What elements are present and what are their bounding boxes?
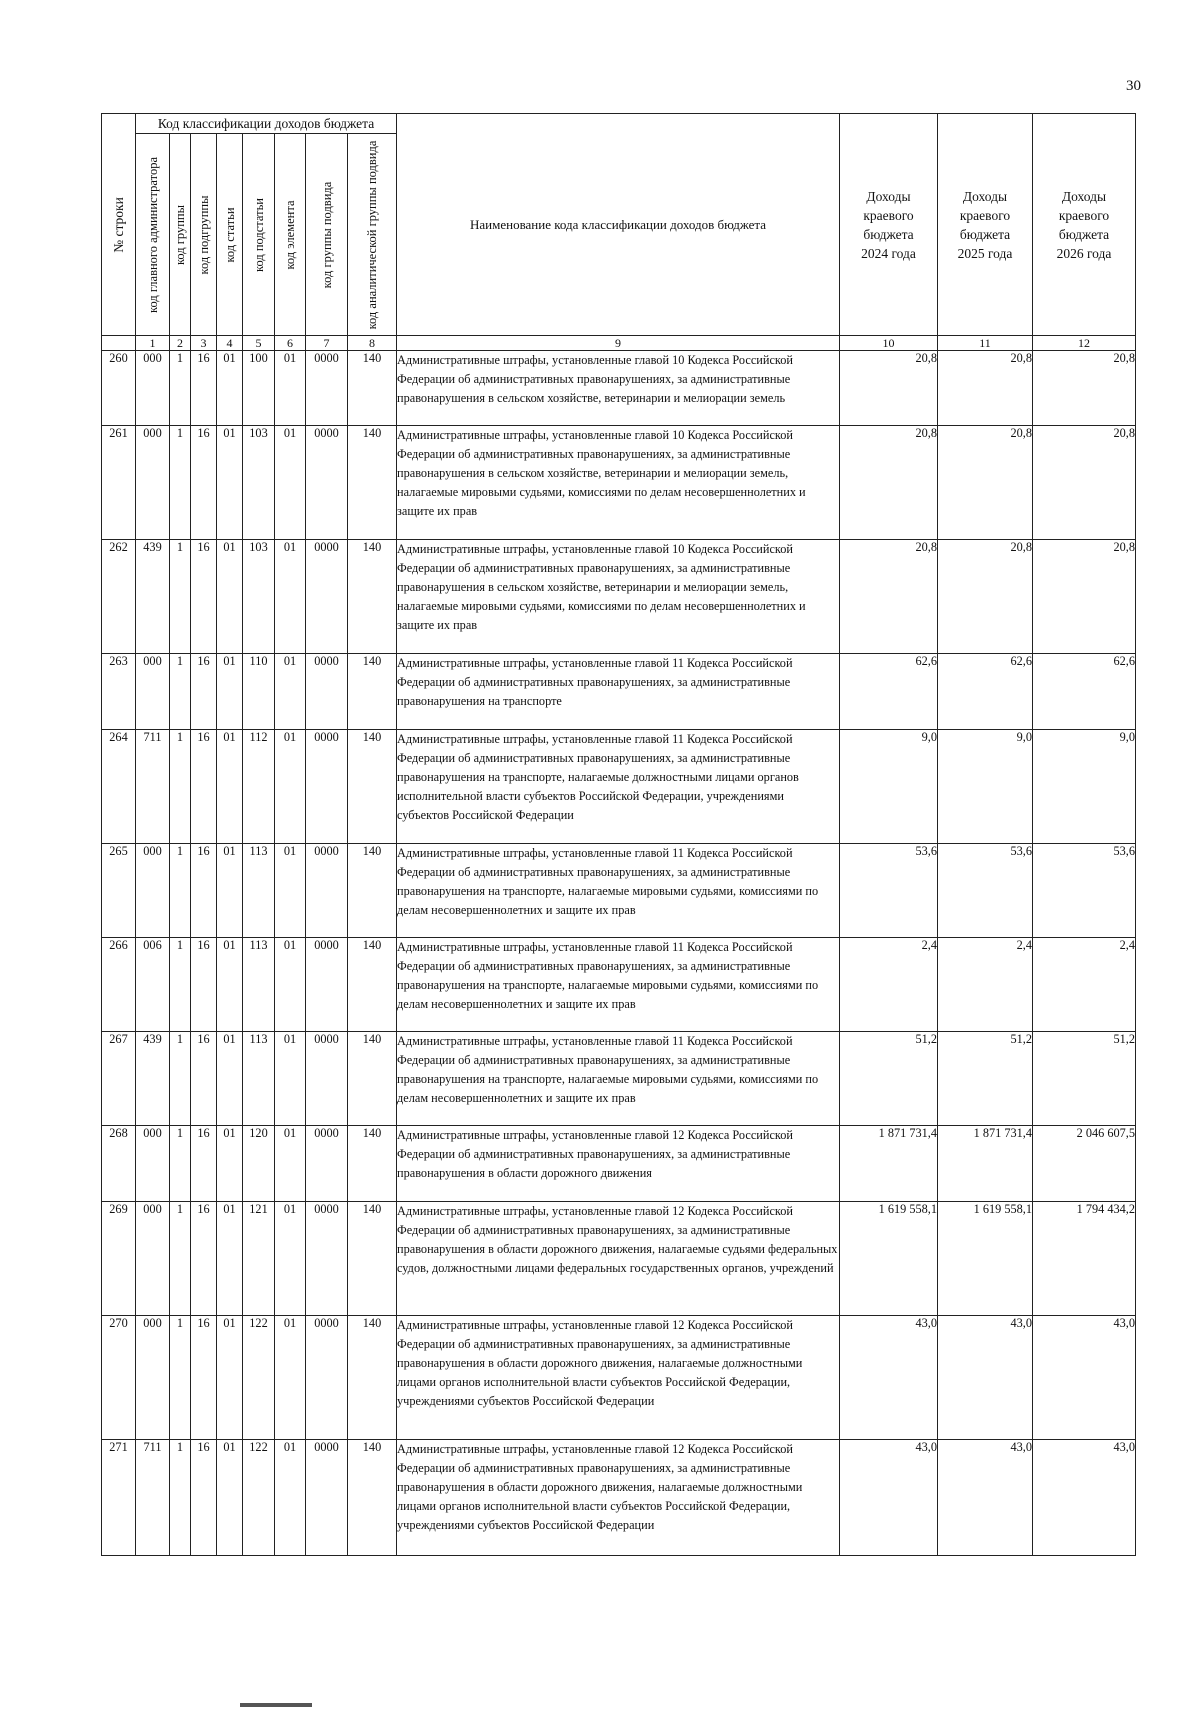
group-code-cell: 1 xyxy=(170,540,191,654)
admin-code-cell: 000 xyxy=(136,1202,170,1316)
group-code-cell: 1 xyxy=(170,730,191,844)
row-number-cell: 264 xyxy=(102,730,136,844)
analytic-code-cell: 140 xyxy=(348,1202,397,1316)
income-name-cell: Административные штрафы, установленные главой 10 Кодекса Российской Федерации об административных правонарушениях, за административные правонарушения в сельском хозяйстве, ветеринарии и мелиорации земель xyxy=(397,351,840,426)
analytic-code-cell: 140 xyxy=(348,730,397,844)
row-number-cell: 269 xyxy=(102,1202,136,1316)
table-row xyxy=(102,1440,1136,1556)
subgroup-code-cell: 16 xyxy=(191,844,217,938)
column-number: 7 xyxy=(306,336,348,351)
analytic-code-cell: 140 xyxy=(348,351,397,426)
table-row xyxy=(102,654,1136,730)
admin-code-cell: 439 xyxy=(136,1032,170,1126)
income-2024-cell: 9,0 xyxy=(840,730,938,844)
group-code-cell: 1 xyxy=(170,1440,191,1556)
income-2026-cell: 53,6 xyxy=(1033,844,1136,938)
article-code-cell: 01 xyxy=(217,844,243,938)
income-2025-cell: 20,8 xyxy=(938,540,1033,654)
element-code-cell: 01 xyxy=(275,426,306,540)
income-2025-cell: 43,0 xyxy=(938,1440,1033,1556)
group-code-header: код группы xyxy=(170,134,191,336)
article-code-cell: 01 xyxy=(217,1440,243,1556)
element-code-cell: 01 xyxy=(275,1440,306,1556)
analytic-code-cell: 140 xyxy=(348,1126,397,1202)
substat-code-cell: 120 xyxy=(243,1126,275,1202)
column-number: 3 xyxy=(191,336,217,351)
subgroup-code-cell: 16 xyxy=(191,1032,217,1126)
admin-code-cell: 006 xyxy=(136,938,170,1032)
analytic-code-cell: 140 xyxy=(348,1032,397,1126)
element-code-cell: 01 xyxy=(275,730,306,844)
income-2024-cell: 2,4 xyxy=(840,938,938,1032)
element-code-cell: 01 xyxy=(275,1316,306,1440)
row-number-cell: 260 xyxy=(102,351,136,426)
subgroup-code-cell: 16 xyxy=(191,1316,217,1440)
substat-code-cell: 103 xyxy=(243,426,275,540)
income-name-cell: Административные штрафы, установленные главой 12 Кодекса Российской Федерации об административных правонарушениях, за административные правонарушения в области дорожного движения, налагаемые должностными лицами органов исполнительной власти субъектов Российской Федерации, учреждениями субъектов Российской Федерации xyxy=(397,1440,840,1556)
subgroup-code-cell: 16 xyxy=(191,1440,217,1556)
analytic-code-header: код аналитической группы подвида xyxy=(348,134,397,336)
income-2026-cell: 2 046 607,5 xyxy=(1033,1126,1136,1202)
article-code-cell: 01 xyxy=(217,938,243,1032)
column-number xyxy=(102,336,136,351)
subtype-group-code-cell: 0000 xyxy=(306,654,348,730)
income-2026-cell: 20,8 xyxy=(1033,351,1136,426)
row-number-cell: 262 xyxy=(102,540,136,654)
subtype-group-code-cell: 0000 xyxy=(306,730,348,844)
subgroup-code-header: код подгруппы xyxy=(191,134,217,336)
admin-code-cell: 000 xyxy=(136,654,170,730)
column-number: 4 xyxy=(217,336,243,351)
article-code-header: код статьи xyxy=(217,134,243,336)
subtype-group-code-cell: 0000 xyxy=(306,540,348,654)
income-2024-cell: 20,8 xyxy=(840,540,938,654)
name-header: Наименование кода классификации доходов бюджета xyxy=(397,114,840,336)
income-name-cell: Административные штрафы, установленные главой 11 Кодекса Российской Федерации об административных правонарушениях, за административные правонарушения на транспорте, налагаемые должностными лицами органов исполнительной власти субъектов Российской Федерации, учреждениями субъектов Российской Федерации xyxy=(397,730,840,844)
income-2025-cell: 53,6 xyxy=(938,844,1033,938)
substat-code-cell: 103 xyxy=(243,540,275,654)
row-number-cell: 268 xyxy=(102,1126,136,1202)
group-code-cell: 1 xyxy=(170,1202,191,1316)
admin-code-cell: 000 xyxy=(136,844,170,938)
element-code-cell: 01 xyxy=(275,938,306,1032)
analytic-code-cell: 140 xyxy=(348,540,397,654)
subtype-group-code-cell: 0000 xyxy=(306,351,348,426)
income-2025-cell: 62,6 xyxy=(938,654,1033,730)
column-number: 5 xyxy=(243,336,275,351)
column-number: 1 xyxy=(136,336,170,351)
admin-code-cell: 711 xyxy=(136,1440,170,1556)
income-name-cell: Административные штрафы, установленные главой 10 Кодекса Российской Федерации об административных правонарушениях, за административные правонарушения в сельском хозяйстве, ветеринарии и мелиорации земель, налагаемые мировыми судьями, комиссиями по делам несовершеннолетних и защите их прав xyxy=(397,540,840,654)
article-code-cell: 01 xyxy=(217,1202,243,1316)
article-code-cell: 01 xyxy=(217,1126,243,1202)
income-2026-cell: 2,4 xyxy=(1033,938,1136,1032)
income-2025-header: Доходы краевого бюджета 2025 года xyxy=(938,114,1033,336)
substat-code-cell: 113 xyxy=(243,844,275,938)
group-code-cell: 1 xyxy=(170,1032,191,1126)
element-code-header: код элемента xyxy=(275,134,306,336)
element-code-cell: 01 xyxy=(275,844,306,938)
column-number: 9 xyxy=(397,336,840,351)
income-2025-cell: 20,8 xyxy=(938,351,1033,426)
subtype-group-code-header: код группы подвида xyxy=(306,134,348,336)
income-2025-cell: 9,0 xyxy=(938,730,1033,844)
table-body xyxy=(102,351,1136,1556)
budget-income-table xyxy=(101,113,1136,1556)
income-2026-cell: 51,2 xyxy=(1033,1032,1136,1126)
analytic-code-cell: 140 xyxy=(348,1440,397,1556)
income-2025-cell: 1 619 558,1 xyxy=(938,1202,1033,1316)
substat-code-cell: 113 xyxy=(243,938,275,1032)
income-name-cell: Административные штрафы, установленные главой 12 Кодекса Российской Федерации об административных правонарушениях, за административные правонарушения в области дорожного движения, налагаемые должностными лицами органов исполнительной власти субъектов Российской Федерации, учреждениями субъектов Российской Федерации xyxy=(397,1316,840,1440)
subgroup-code-cell: 16 xyxy=(191,426,217,540)
income-2024-cell: 53,6 xyxy=(840,844,938,938)
subgroup-code-cell: 16 xyxy=(191,1202,217,1316)
table-row xyxy=(102,1126,1136,1202)
article-code-cell: 01 xyxy=(217,351,243,426)
analytic-code-cell: 140 xyxy=(348,1316,397,1440)
subtype-group-code-cell: 0000 xyxy=(306,938,348,1032)
income-name-cell: Административные штрафы, установленные главой 11 Кодекса Российской Федерации об административных правонарушениях, за административные правонарушения на транспорте, налагаемые мировыми судьями, комиссиями по делам несовершеннолетних и защите их прав xyxy=(397,844,840,938)
substat-code-cell: 122 xyxy=(243,1440,275,1556)
income-name-cell: Административные штрафы, установленные главой 11 Кодекса Российской Федерации об административных правонарушениях, за административные правонарушения на транспорте, налагаемые мировыми судьями, комиссиями по делам несовершеннолетних и защите их прав xyxy=(397,938,840,1032)
classification-code-header: Код классификации доходов бюджета xyxy=(136,114,397,134)
row-number-cell: 271 xyxy=(102,1440,136,1556)
income-2024-header: Доходы краевого бюджета 2024 года xyxy=(840,114,938,336)
income-name-cell: Административные штрафы, установленные главой 11 Кодекса Российской Федерации об административных правонарушениях, за административные правонарушения на транспорте xyxy=(397,654,840,730)
subgroup-code-cell: 16 xyxy=(191,540,217,654)
income-2026-cell: 20,8 xyxy=(1033,426,1136,540)
substat-code-header: код подстатьи xyxy=(243,134,275,336)
admin-code-cell: 439 xyxy=(136,540,170,654)
element-code-cell: 01 xyxy=(275,351,306,426)
group-code-cell: 1 xyxy=(170,844,191,938)
subtype-group-code-cell: 0000 xyxy=(306,1316,348,1440)
article-code-cell: 01 xyxy=(217,426,243,540)
article-code-cell: 01 xyxy=(217,654,243,730)
subgroup-code-cell: 16 xyxy=(191,1126,217,1202)
analytic-code-cell: 140 xyxy=(348,844,397,938)
substat-code-cell: 122 xyxy=(243,1316,275,1440)
income-2024-cell: 43,0 xyxy=(840,1316,938,1440)
income-2026-cell: 9,0 xyxy=(1033,730,1136,844)
subgroup-code-cell: 16 xyxy=(191,730,217,844)
substat-code-cell: 113 xyxy=(243,1032,275,1126)
substat-code-cell: 112 xyxy=(243,730,275,844)
table-row xyxy=(102,351,1136,426)
element-code-cell: 01 xyxy=(275,1032,306,1126)
column-numbers-row xyxy=(102,336,1136,351)
column-number: 6 xyxy=(275,336,306,351)
admin-code-cell: 000 xyxy=(136,351,170,426)
column-number: 2 xyxy=(170,336,191,351)
income-2024-cell: 1 871 731,4 xyxy=(840,1126,938,1202)
admin-code-cell: 000 xyxy=(136,1316,170,1440)
row-number-header: № строки xyxy=(102,114,136,336)
admin-code-cell: 711 xyxy=(136,730,170,844)
group-code-cell: 1 xyxy=(170,351,191,426)
income-2026-cell: 62,6 xyxy=(1033,654,1136,730)
subtype-group-code-cell: 0000 xyxy=(306,1202,348,1316)
table-row xyxy=(102,1032,1136,1126)
article-code-cell: 01 xyxy=(217,1316,243,1440)
income-2025-cell: 51,2 xyxy=(938,1032,1033,1126)
scan-edge-mark xyxy=(240,1703,312,1707)
column-number: 11 xyxy=(938,336,1033,351)
income-2024-cell: 1 619 558,1 xyxy=(840,1202,938,1316)
column-number: 8 xyxy=(348,336,397,351)
row-number-cell: 270 xyxy=(102,1316,136,1440)
article-code-cell: 01 xyxy=(217,730,243,844)
income-2026-cell: 43,0 xyxy=(1033,1440,1136,1556)
page-number: 30 xyxy=(1126,78,1141,94)
group-code-cell: 1 xyxy=(170,654,191,730)
group-code-cell: 1 xyxy=(170,1126,191,1202)
income-2024-cell: 20,8 xyxy=(840,351,938,426)
column-number: 12 xyxy=(1033,336,1136,351)
substat-code-cell: 110 xyxy=(243,654,275,730)
analytic-code-cell: 140 xyxy=(348,938,397,1032)
element-code-cell: 01 xyxy=(275,1202,306,1316)
table-row xyxy=(102,938,1136,1032)
income-2024-cell: 20,8 xyxy=(840,426,938,540)
admin-code-header: код главного администратора xyxy=(136,134,170,336)
income-2026-header: Доходы краевого бюджета 2026 года xyxy=(1033,114,1136,336)
analytic-code-cell: 140 xyxy=(348,654,397,730)
row-number-cell: 265 xyxy=(102,844,136,938)
article-code-cell: 01 xyxy=(217,1032,243,1126)
group-code-cell: 1 xyxy=(170,426,191,540)
subgroup-code-cell: 16 xyxy=(191,654,217,730)
table-row xyxy=(102,730,1136,844)
group-code-cell: 1 xyxy=(170,1316,191,1440)
income-2026-cell: 20,8 xyxy=(1033,540,1136,654)
table-row xyxy=(102,426,1136,540)
income-2025-cell: 43,0 xyxy=(938,1316,1033,1440)
income-2026-cell: 1 794 434,2 xyxy=(1033,1202,1136,1316)
income-name-cell: Административные штрафы, установленные главой 12 Кодекса Российской Федерации об административных правонарушениях, за административные правонарушения в области дорожного движения, налагаемые судьями федеральных судов, должностными лицами федеральных государственных органов, учреждений xyxy=(397,1202,840,1316)
admin-code-cell: 000 xyxy=(136,426,170,540)
substat-code-cell: 100 xyxy=(243,351,275,426)
income-2024-cell: 43,0 xyxy=(840,1440,938,1556)
table-row xyxy=(102,844,1136,938)
subtype-group-code-cell: 0000 xyxy=(306,426,348,540)
income-2025-cell: 2,4 xyxy=(938,938,1033,1032)
income-name-cell: Административные штрафы, установленные главой 12 Кодекса Российской Федерации об административных правонарушениях, за административные правонарушения в области дорожного движения xyxy=(397,1126,840,1202)
group-code-cell: 1 xyxy=(170,938,191,1032)
column-number: 10 xyxy=(840,336,938,351)
subgroup-code-cell: 16 xyxy=(191,938,217,1032)
table-row xyxy=(102,1202,1136,1316)
subtype-group-code-cell: 0000 xyxy=(306,1126,348,1202)
income-2025-cell: 1 871 731,4 xyxy=(938,1126,1033,1202)
income-2024-cell: 51,2 xyxy=(840,1032,938,1126)
income-2026-cell: 43,0 xyxy=(1033,1316,1136,1440)
subgroup-code-cell: 16 xyxy=(191,351,217,426)
row-number-cell: 263 xyxy=(102,654,136,730)
analytic-code-cell: 140 xyxy=(348,426,397,540)
table-row xyxy=(102,1316,1136,1440)
subtype-group-code-cell: 0000 xyxy=(306,1032,348,1126)
element-code-cell: 01 xyxy=(275,654,306,730)
income-name-cell: Административные штрафы, установленные главой 11 Кодекса Российской Федерации об административных правонарушениях, за административные правонарушения на транспорте, налагаемые мировыми судьями, комиссиями по делам несовершеннолетних и защите их прав xyxy=(397,1032,840,1126)
row-number-cell: 267 xyxy=(102,1032,136,1126)
article-code-cell: 01 xyxy=(217,540,243,654)
row-number-cell: 261 xyxy=(102,426,136,540)
subtype-group-code-cell: 0000 xyxy=(306,1440,348,1556)
row-number-cell: 266 xyxy=(102,938,136,1032)
element-code-cell: 01 xyxy=(275,540,306,654)
income-2024-cell: 62,6 xyxy=(840,654,938,730)
table-row xyxy=(102,540,1136,654)
element-code-cell: 01 xyxy=(275,1126,306,1202)
substat-code-cell: 121 xyxy=(243,1202,275,1316)
subtype-group-code-cell: 0000 xyxy=(306,844,348,938)
admin-code-cell: 000 xyxy=(136,1126,170,1202)
income-name-cell: Административные штрафы, установленные главой 10 Кодекса Российской Федерации об административных правонарушениях, за административные правонарушения в сельском хозяйстве, ветеринарии и мелиорации земель, налагаемые мировыми судьями, комиссиями по делам несовершеннолетних и защите их прав xyxy=(397,426,840,540)
income-2025-cell: 20,8 xyxy=(938,426,1033,540)
